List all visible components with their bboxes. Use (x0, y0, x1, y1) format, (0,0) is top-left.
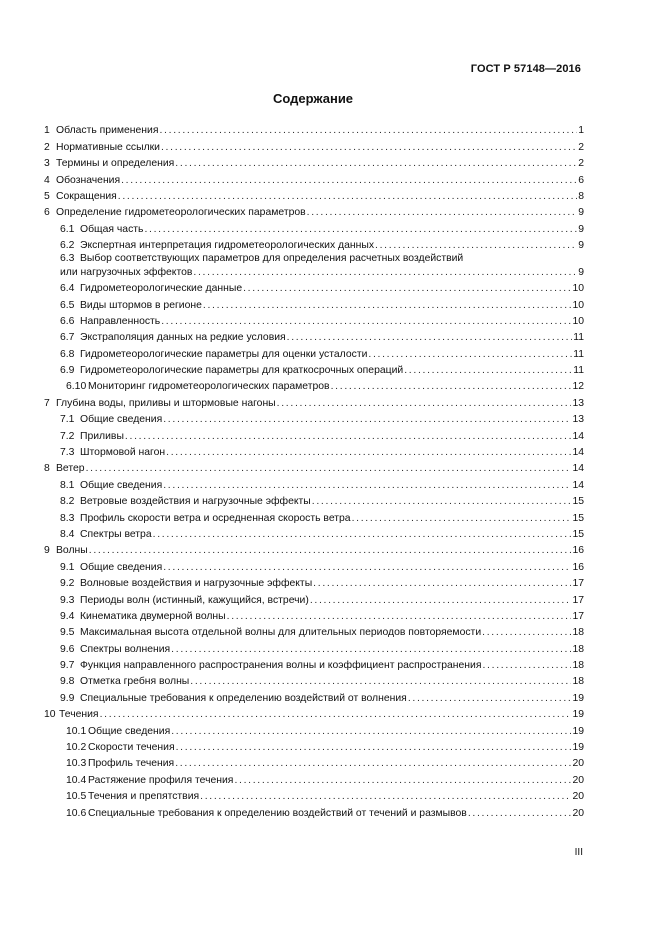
toc-entry-number: 6.2 (60, 240, 75, 252)
toc-entry-number: 7.1 (60, 414, 75, 426)
toc-entry-title: Периоды волн (истинный, кажущийся, встречи) (80, 594, 309, 606)
toc-entry[interactable] (44, 137, 584, 153)
toc-entry-page: 2 (578, 141, 584, 153)
toc-entry[interactable] (44, 187, 584, 203)
toc-entry[interactable] (44, 475, 584, 491)
toc-entry-title: Профиль течения (88, 758, 175, 770)
toc-entry-page: 11 (573, 332, 584, 344)
toc-entry[interactable] (44, 443, 584, 459)
toc-entry-page: 18 (572, 627, 584, 639)
toc-entry-page: 9 (578, 207, 584, 219)
toc-entry-number: 6.10 (66, 381, 87, 393)
toc-entry-number: 9 (44, 545, 50, 557)
toc-entry[interactable] (44, 492, 584, 508)
toc-entry-title: Максимальная высота отдельной волны для длительных периодов повторяемости (80, 627, 482, 639)
toc-entry[interactable] (44, 557, 584, 573)
toc-entry-number: 4 (44, 174, 50, 186)
toc-entry-number: 8.2 (60, 496, 75, 508)
toc-entry[interactable] (44, 170, 584, 186)
toc-entry-number: 9.8 (60, 676, 75, 688)
toc-entry-number: 10.2 (66, 742, 87, 754)
toc-entry-page: 12 (572, 381, 584, 393)
toc-entry-number: 6.9 (60, 365, 75, 377)
toc-dot-leader (227, 610, 572, 623)
toc-dot-leader (313, 577, 571, 590)
toc-entry-number: 6.1 (60, 223, 75, 235)
toc-entry[interactable] (44, 459, 584, 475)
toc-dot-leader (161, 141, 577, 154)
toc-entry-number: 9.3 (60, 594, 75, 606)
toc-entry-page: 9 (578, 223, 584, 235)
toc-entry-page: 10 (572, 315, 584, 327)
toc-entry-number: 10.6 (66, 807, 87, 819)
toc-entry[interactable] (44, 203, 584, 219)
toc-entry-page: 17 (572, 578, 584, 590)
toc-entry[interactable] (44, 721, 584, 737)
toc-dot-leader (331, 380, 572, 393)
toc-entry-number: 7.2 (60, 430, 75, 442)
toc-entry-number: 9.2 (60, 578, 75, 590)
toc-entry-title: Штормовой нагон (80, 447, 166, 459)
toc-entry-title: Направленность (80, 315, 161, 327)
toc-entry-title: Экстраполяция данных на редкие условия (80, 332, 286, 344)
toc-entry[interactable] (44, 541, 584, 557)
toc-entry[interactable] (44, 656, 584, 672)
toc-entry-page: 17 (572, 610, 584, 622)
toc-dot-leader (163, 479, 571, 492)
toc-entry[interactable] (44, 295, 584, 311)
toc-entry-number: 9.1 (60, 561, 75, 573)
toc-entry-number: 10 (44, 709, 56, 721)
toc-entry-title: Гидрометеорологические параметры для краткосрочных операций (80, 365, 404, 377)
toc-entry-page: 19 (572, 725, 584, 737)
toc-entry-title: Ветровые воздействия и нагрузочные эффекты (80, 496, 311, 508)
toc-entry-page: 16 (572, 561, 584, 573)
toc-entry-number: 9.6 (60, 643, 75, 655)
toc-dot-leader (468, 807, 572, 820)
toc-dot-leader (171, 643, 571, 656)
toc-dot-leader (144, 223, 577, 236)
toc-entry-title-continued: или нагрузочных эффектов (60, 266, 193, 278)
toc-dot-leader (352, 512, 572, 525)
toc-entry-title: Гидрометеорологические данные (80, 283, 243, 295)
toc-entry-title: Скорости течения (88, 742, 175, 754)
toc-entry-number: 8 (44, 463, 50, 475)
toc-entry[interactable] (44, 377, 584, 393)
page-number: III (574, 847, 583, 858)
toc-entry-page: 9 (578, 266, 584, 278)
toc-entry-title: Общие сведения (80, 479, 163, 491)
toc-entry-title: Спектры волнения (80, 643, 171, 655)
toc-entry-number: 6 (44, 207, 50, 219)
toc-entry-title: Мониторинг гидрометеорологических параметров (88, 381, 330, 393)
toc-entry-number: 8.3 (60, 512, 75, 524)
toc-dot-leader (482, 659, 571, 672)
toc-entry-page: 20 (572, 758, 584, 770)
toc-entry[interactable] (44, 688, 584, 704)
toc-entry-title: Ветер (56, 463, 85, 475)
toc-entry[interactable] (44, 738, 584, 754)
toc-entry-title: Общие сведения (88, 725, 171, 737)
toc-entry[interactable] (44, 590, 584, 606)
toc-dot-leader (312, 495, 572, 508)
toc-entry-page: 11 (573, 365, 584, 377)
toc-entry-number: 6.6 (60, 315, 75, 327)
toc-entry[interactable] (44, 426, 584, 442)
toc-entry-page: 15 (572, 512, 584, 524)
toc-entry[interactable] (44, 705, 584, 721)
toc-entry[interactable] (44, 525, 584, 541)
toc-dot-leader (287, 331, 573, 344)
toc-entry[interactable] (44, 312, 584, 328)
toc-dot-leader (243, 282, 571, 295)
toc-entry-page: 13 (572, 397, 584, 409)
toc-entry[interactable] (44, 236, 584, 252)
toc-entry[interactable] (44, 252, 584, 265)
toc-entry-title: Отметка гребня волны (80, 676, 190, 688)
toc-entry-title: Специальные требования к определению воздействий от волнения (80, 692, 407, 704)
toc-entry-page: 10 (572, 299, 584, 311)
toc-dot-leader (175, 757, 571, 770)
toc-dot-leader (307, 206, 578, 219)
toc-entry-title: Общая часть (80, 223, 144, 235)
toc-entry-page: 15 (572, 528, 584, 540)
toc-entry-page: 14 (572, 430, 584, 442)
toc-entry[interactable] (44, 787, 584, 803)
toc-entry-number: 8.4 (60, 528, 75, 540)
toc-dot-leader (482, 626, 571, 639)
toc-entry-number: 10.5 (66, 791, 87, 803)
toc-entry[interactable] (44, 154, 584, 170)
toc-entry-title: Волновые воздействия и нагрузочные эффекты (80, 578, 313, 590)
toc-entry-title: Профиль скорости ветра и осредненная скорость ветра (80, 512, 351, 524)
toc-entry[interactable] (44, 623, 584, 639)
toc-dot-leader (166, 446, 571, 459)
toc-entry-page: 13 (572, 414, 584, 426)
toc-entry-title: Специальные требования к определению воздействий от течений и размывов (88, 807, 467, 819)
toc-entry[interactable] (44, 639, 584, 655)
toc-entry-title: Течения (59, 709, 99, 721)
toc-entry-number: 9.5 (60, 627, 75, 639)
toc-dot-leader (176, 741, 572, 754)
toc-dot-leader (375, 239, 577, 252)
toc-entry-number: 3 (44, 158, 50, 170)
document-code: ГОСТ Р 57148—2016 (470, 63, 581, 75)
toc-entry-title: Экспертная интерпретация гидрометеорологических данных (80, 240, 375, 252)
toc-entry-page: 19 (572, 692, 584, 704)
toc-entry-number: 9.4 (60, 610, 75, 622)
toc-dot-leader (161, 315, 571, 328)
toc-entry-page: 18 (572, 643, 584, 655)
toc-entry-title: Область применения (56, 125, 159, 137)
toc-entry-number: 1 (44, 125, 50, 137)
toc-dot-leader (190, 675, 571, 688)
toc-entry-number: 8.1 (60, 479, 75, 491)
toc-entry-title: Общие сведения (80, 414, 163, 426)
toc-entry-title: Функция направленного распространения волны и коэффициент распространения (80, 660, 482, 672)
toc-entry-page: 17 (572, 594, 584, 606)
toc-entry-number: 7.3 (60, 447, 75, 459)
toc-dot-leader (100, 708, 572, 721)
toc-entry-title: Общие сведения (80, 561, 163, 573)
toc-entry-title: Кинематика двумерной волны (80, 610, 226, 622)
toc-entry-number: 5 (44, 190, 50, 202)
toc-entry-title: Термины и определения (56, 158, 175, 170)
toc-entry-title: Глубина воды, приливы и штормовые нагоны (56, 397, 276, 409)
toc-entry[interactable] (44, 219, 584, 235)
toc-entry-page: 20 (572, 774, 584, 786)
toc-entry[interactable] (44, 607, 584, 623)
toc-entry-title: Гидрометеорологические параметры для оценки усталости (80, 348, 368, 360)
toc-dot-leader (163, 561, 571, 574)
toc-entry-page: 2 (578, 158, 584, 170)
toc-entry-title: Определение гидрометеорологических параметров (56, 207, 306, 219)
toc-dot-leader (171, 725, 571, 738)
toc-entry-number: 10.1 (66, 725, 87, 737)
toc-entry[interactable] (44, 328, 584, 344)
toc-entry-number: 10.3 (66, 758, 87, 770)
toc-entry-number: 6.4 (60, 283, 75, 295)
toc-dot-leader (277, 397, 572, 410)
toc-entry[interactable] (44, 574, 584, 590)
toc-dot-leader (121, 174, 577, 187)
toc-entry-number: 9.9 (60, 692, 75, 704)
toc-entry-title: Спектры ветра (80, 528, 152, 540)
toc-entry-number: 9.7 (60, 660, 75, 672)
toc-entry-continuation[interactable] (44, 265, 584, 279)
toc-entry-page: 11 (573, 348, 584, 360)
toc-dot-leader (125, 430, 572, 443)
toc-entry-title: Нормативные ссылки (56, 141, 160, 153)
toc-dot-leader (175, 157, 577, 170)
toc-entry[interactable] (44, 121, 584, 137)
toc-dot-leader (404, 364, 572, 377)
toc-dot-leader (159, 124, 577, 137)
toc-entry[interactable] (44, 672, 584, 688)
toc-entry-page: 6 (578, 174, 584, 186)
toc-dot-leader (118, 190, 577, 203)
toc-entry-number: 6.7 (60, 332, 75, 344)
toc-entry-number: 2 (44, 141, 50, 153)
toc-entry-page: 19 (572, 709, 584, 721)
toc-entry-number: 6.3 (60, 253, 75, 265)
toc-entry-number: 10.4 (66, 774, 87, 786)
toc-dot-leader (89, 544, 572, 557)
toc-dot-leader (408, 692, 572, 705)
toc-entry-page: 15 (572, 496, 584, 508)
toc-entry[interactable] (44, 279, 584, 295)
toc-entry[interactable] (44, 344, 584, 360)
toc-dot-leader (234, 774, 571, 787)
toc-dot-leader (153, 528, 572, 541)
toc-entry-page: 19 (572, 742, 584, 754)
toc-entry-title: Растяжение профиля течения (88, 774, 234, 786)
toc-entry-title: Течения и препятствия (88, 791, 200, 803)
toc-dot-leader (368, 348, 572, 361)
toc-entry[interactable] (44, 361, 584, 377)
toc-entry-page: 9 (578, 240, 584, 252)
toc-entry-page: 14 (572, 447, 584, 459)
toc-entry-title: Волны (56, 545, 88, 557)
toc-entry-page: 18 (572, 660, 584, 672)
toc-entry-page: 20 (572, 791, 584, 803)
toc-entry-title: Сокращения (56, 190, 117, 202)
toc-entry[interactable] (44, 754, 584, 770)
toc-entry-number: 6.5 (60, 299, 75, 311)
toc-entry[interactable] (44, 508, 584, 524)
toc-entry-page: 14 (572, 463, 584, 475)
toc-entry[interactable] (44, 770, 584, 786)
toc-dot-leader (310, 594, 572, 607)
toc-entry[interactable] (44, 803, 584, 819)
toc-dot-leader (86, 462, 572, 475)
toc-entry-page: 8 (578, 190, 584, 202)
toc-entry-page: 18 (572, 676, 584, 688)
toc-entry-page: 10 (572, 283, 584, 295)
toc-entry-title: Выбор соответствующих параметров для определения расчетных воздействий (80, 253, 464, 265)
toc-dot-leader (200, 790, 571, 803)
toc-entry-number: 6.8 (60, 348, 75, 360)
toc-entry-title: Приливы (80, 430, 124, 442)
page-title: Содержание (272, 91, 354, 106)
toc-entry-title: Обозначения (56, 174, 121, 186)
toc-entry[interactable] (44, 410, 584, 426)
toc-dot-leader (163, 413, 571, 426)
toc-dot-leader (203, 299, 572, 312)
toc-dot-leader (193, 266, 577, 279)
toc-entry-number: 7 (44, 397, 50, 409)
toc-entry-title: Виды штормов в регионе (80, 299, 202, 311)
toc-entry[interactable] (44, 393, 584, 409)
toc-entry-page: 1 (578, 125, 584, 137)
table-of-contents (44, 121, 584, 820)
toc-entry-page: 14 (572, 479, 584, 491)
toc-entry-page: 16 (572, 545, 584, 557)
toc-entry-page: 20 (572, 807, 584, 819)
